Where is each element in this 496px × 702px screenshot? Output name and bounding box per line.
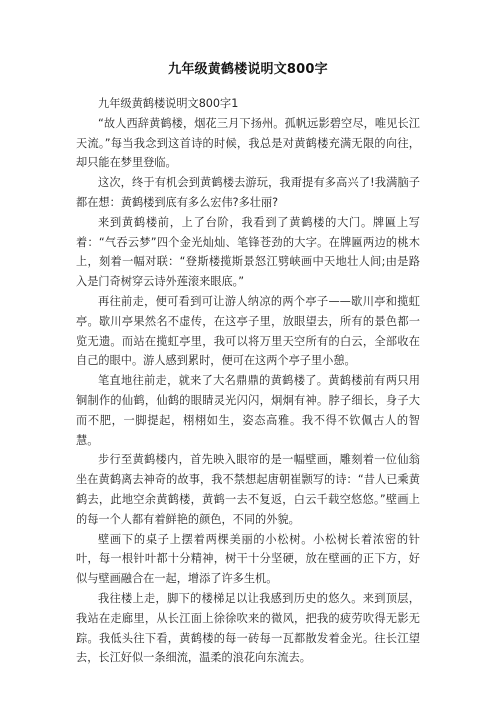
paragraph: 笔直地往前走，就来了大名鼎鼎的黄鹤楼了。黄鹤楼前有两只用铜制作的仙鹤，仙鹤的眼睛灵光闪闪，炯炯有神。脖子细长，身子大而不肥，一脚提起，栩栩如生，姿态高雅。我不得不钦佩古人的智慧。 [76, 374, 420, 447]
paragraph-subtitle: 九年级黄鹤楼说明文800字1 [98, 97, 239, 110]
page-title: 九年级黄鹤楼说明文800字 [168, 62, 328, 77]
paragraph: 壁画下的桌子上摆着两棵美丽的小松树。小松树长着浓密的针叶，每一根针叶都十分精神，树干十分坚硬，放在壁画的正下方，好似与壁画融合在一起，增添了许多生机。 [76, 532, 420, 586]
paragraph: 来到黄鹤楼前，上了台阶，我看到了黄鹤楼的大门。牌匾上写着：“气吞云梦”四个金光灿灿、笔锋苍劲的大字。在牌匾两边的桃木上，刻着一幅对联：“登斯楼揽斯景怒江劈峡画中天地壮人间;由是路入是门奇树穿云诗外莲滚来眼底。” [76, 215, 420, 289]
paragraph: 再往前走，便可看到可让游人纳凉的两个亭子——歇川亭和揽虹亭。歇川亭果然名不虚传，在这亭子里，放眼望去，所有的景色都一览无遗。而站在揽虹亭里，我可以将万里天空所有的白云，全部收在自己的眼中。游人感到累时，便可在这两个亭子里小憩。 [76, 294, 420, 368]
paragraph: “故人西辞黄鹤楼，烟花三月下扬州。孤帆远影碧空尽，唯见长江天流。”每当我念到这首诗的时候，我总是对黄鹤楼充满无限的向往，却只能在梦里登临。 [76, 116, 420, 170]
paragraph: 我往楼上走，脚下的楼梯足以让我感到历史的悠久。来到顶层，我站在走廊里，从长江面上徐徐吹来的微风，把我的疲劳吹得无影无踪。我低头往下看，黄鹤楼的每一砖每一瓦都散发着金光。往长江望去，长江好似一条细流，温柔的浪花向东流去。 [76, 591, 420, 665]
paragraph: 步行至黄鹤楼内，首先映入眼帘的是一幅壁画，雕刻着一位仙翁坐在黄鹤离去神奇的故事，我不禁想起唐朝崔颢写的诗：“昔人已乘黄鹤去，此地空余黄鹤楼，黄鹤一去不复返，白云千载空悠悠。”壁画上的每一个人都有着鲜艳的颜色，不同的外貌。 [76, 453, 420, 526]
paragraph: 这次，终于有机会到黄鹤楼去游玩，我甭提有多高兴了!我满脑子都在想：黄鹤楼到底有多么宏伟?多壮丽? [76, 176, 420, 209]
article-body [76, 94, 420, 668]
